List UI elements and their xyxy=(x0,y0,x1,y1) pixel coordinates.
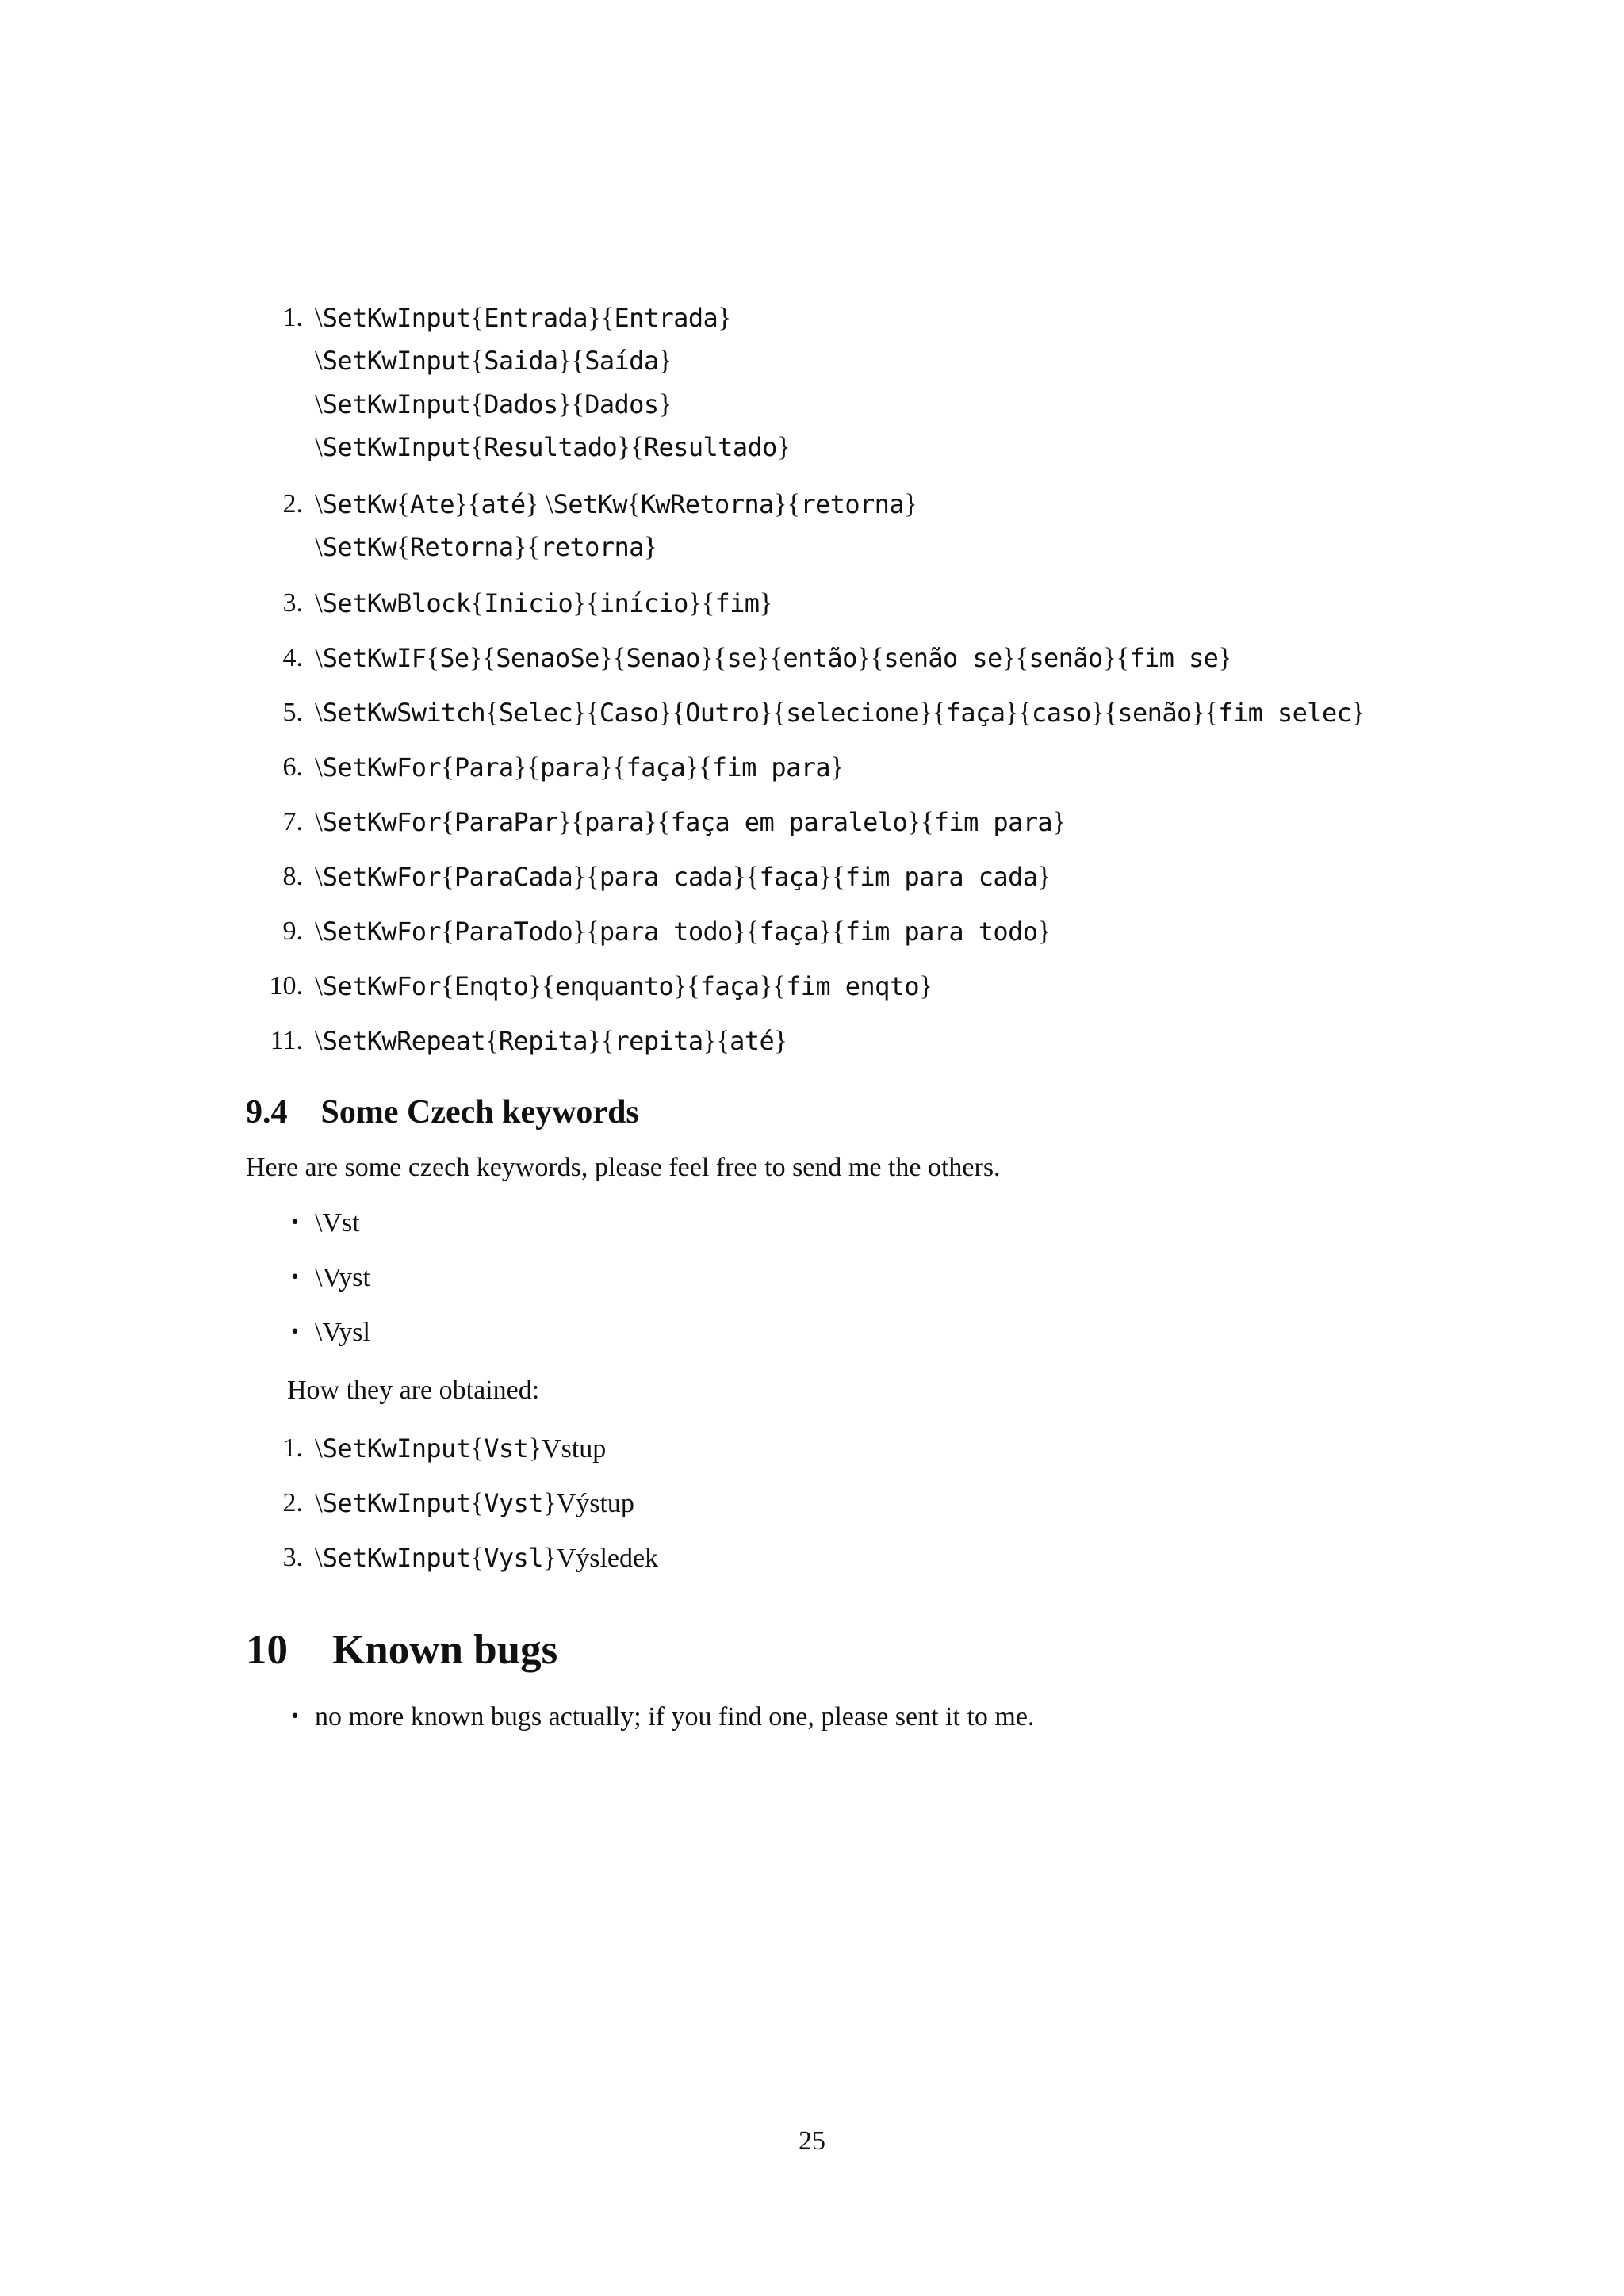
bullet-icon: • xyxy=(289,1707,301,1727)
bullet-icon: • xyxy=(289,1322,301,1342)
list-number: 11. xyxy=(270,1026,303,1055)
list-number: 4. xyxy=(282,643,303,672)
list-number: 6. xyxy=(282,752,303,782)
list-item: \Vyst xyxy=(315,1263,370,1292)
code-line: \SetKwFor{Enqto}{enquanto}{faça}{fim enqto} xyxy=(315,970,933,1001)
list-number: 2. xyxy=(282,1488,303,1517)
how-obtained-text: How they are obtained: xyxy=(287,1376,540,1405)
code-line: \SetKwInput{Dados}{Dados} xyxy=(315,388,672,419)
list-number: 5. xyxy=(282,698,303,727)
code-line: \SetKwFor{ParaPar}{para}{faça em paralelo}{fim para} xyxy=(315,806,1066,837)
section-heading-9-4 xyxy=(246,1093,639,1132)
list-number: 1. xyxy=(282,303,303,332)
list-number: 2. xyxy=(282,489,303,519)
list-number: 7. xyxy=(282,807,303,836)
code-line: \SetKwInput{Vst}Vstup xyxy=(315,1433,607,1464)
page-number: 25 xyxy=(799,2126,825,2156)
code-line: \SetKwInput{Entrada}{Entrada} xyxy=(315,302,731,333)
bullet-icon: • xyxy=(289,1268,301,1288)
code-line: \SetKwBlock{Inicio}{início}{fim} xyxy=(315,587,773,618)
code-line: \SetKwRepeat{Repita}{repita}{até} xyxy=(315,1025,787,1056)
list-number: 3. xyxy=(282,588,303,618)
list-item: \Vst xyxy=(315,1208,360,1238)
code-line: \SetKw{Ate}{até} \SetKw{KwRetorna}{retorna} xyxy=(315,488,917,519)
list-number: 9. xyxy=(282,916,303,946)
list-item: \Vysl xyxy=(315,1318,370,1347)
code-line: \SetKwInput{Saida}{Saída} xyxy=(315,345,672,376)
code-line: \SetKwFor{ParaCada}{para cada}{faça}{fim para cada} xyxy=(315,861,1051,892)
section-title: Some Czech keywords xyxy=(320,1094,639,1131)
list-item: no more known bugs actually; if you find one, please sent it to me. xyxy=(315,1702,1035,1732)
section-number: 9.4 xyxy=(246,1094,288,1131)
section-intro: Here are some czech keywords, please feel free to send me the others. xyxy=(246,1153,1001,1182)
list-number: 1. xyxy=(282,1433,303,1463)
code-line: \SetKwInput{Vysl}Výsledek xyxy=(315,1542,659,1573)
code-line: \SetKwInput{Resultado}{Resultado} xyxy=(315,431,791,462)
code-line: \SetKw{Retorna}{retorna} xyxy=(315,531,657,562)
section-number: 10 xyxy=(246,1627,288,1673)
bullet-icon: • xyxy=(289,1213,301,1233)
code-line: \SetKwFor{ParaTodo}{para todo}{faça}{fim para todo} xyxy=(315,916,1051,947)
code-line: \SetKwInput{Vyst}Výstup xyxy=(315,1487,634,1518)
list-number: 8. xyxy=(282,862,303,891)
code-line: \SetKwFor{Para}{para}{faça}{fim para} xyxy=(315,752,844,783)
list-number: 10. xyxy=(269,971,303,1001)
section-title: Known bugs xyxy=(332,1627,558,1673)
code-line: \SetKwSwitch{Selec}{Caso}{Outro}{selecione}{faça}{caso}{senão}{fim selec} xyxy=(315,697,1365,728)
code-line: \SetKwIF{Se}{SenaoSe}{Senao}{se}{então}{senão se}{senão}{fim se} xyxy=(315,642,1232,673)
list-number: 3. xyxy=(282,1543,303,1572)
section-heading-10 xyxy=(246,1625,557,1674)
